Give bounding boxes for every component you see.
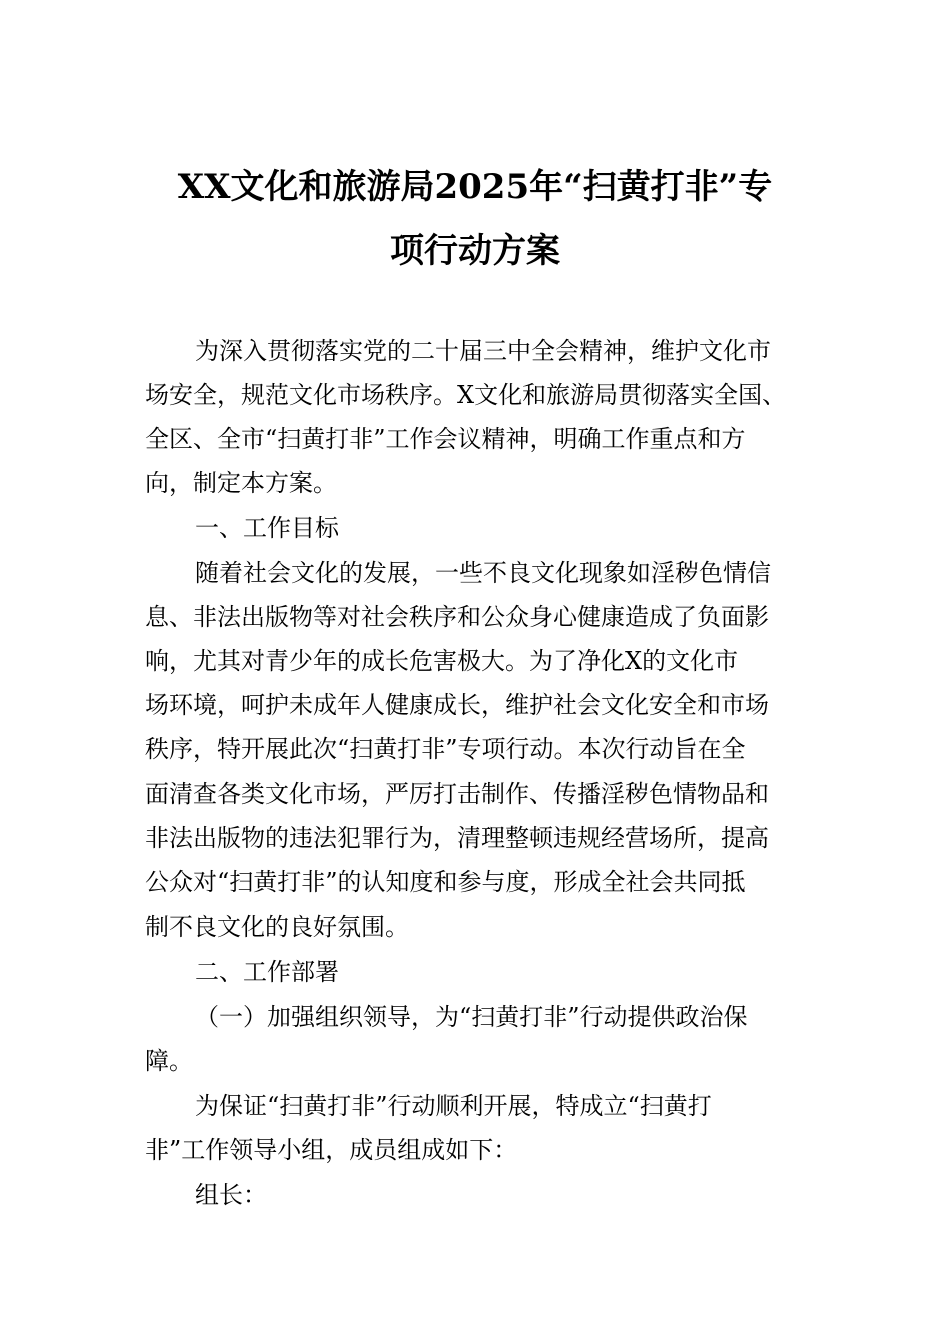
intro-line: 为深入贯彻落实党的二十届三中全会精神，维护文化市 xyxy=(195,337,771,365)
subsection-heading: （一）加强组织领导，为“扫黄打非”行动提供政治保 xyxy=(195,1003,748,1031)
section1-line: 息、非法出版物等对社会秩序和公众身心健康造成了负面影 xyxy=(145,603,769,631)
leader-label: 组长： xyxy=(195,1181,267,1209)
subsection-heading: 障。 xyxy=(145,1047,193,1075)
intro-line: 场安全，规范文化市场秩序。X文化和旅游局贯彻落实全国、 xyxy=(145,381,787,409)
section1-line: 非法出版物的违法犯罪行为，清理整顿违规经营场所，提高 xyxy=(145,824,769,852)
section1-line: 面清查各类文化市场，严厉打击制作、传播淫秽色情物品和 xyxy=(145,780,769,808)
intro-line: 向，制定本方案。 xyxy=(145,469,337,497)
document-title-line-2: 项行动方案 xyxy=(390,231,560,271)
section1-line: 公众对“扫黄打非”的认知度和参与度，形成全社会共同抵 xyxy=(145,868,746,896)
section1-line: 响，尤其对青少年的成长危害极大。为了净化X的文化市 xyxy=(145,647,739,675)
section1-line: 秩序，特开展此次“扫黄打非”专项行动。本次行动旨在全 xyxy=(145,735,746,763)
section1-line: 场环境，呵护未成年人健康成长，维护社会文化安全和市场 xyxy=(145,691,769,719)
section-heading-deployment: 二、工作部署 xyxy=(195,958,339,986)
section2-line: 为保证“扫黄打非”行动顺利开展，特成立“扫黄打 xyxy=(195,1092,712,1120)
document-title-line-1: XX文化和旅游局2025年“扫黄打非”专 xyxy=(177,167,773,207)
section1-line: 制不良文化的良好氛围。 xyxy=(145,913,409,941)
section2-line: 非”工作领导小组，成员组成如下： xyxy=(145,1136,518,1164)
intro-line: 全区、全市“扫黄打非”工作会议精神，明确工作重点和方 xyxy=(145,425,746,453)
section1-line: 随着社会文化的发展，一些不良文化现象如淫秽色情信 xyxy=(195,559,771,587)
section-heading-goals: 一、工作目标 xyxy=(195,514,339,542)
